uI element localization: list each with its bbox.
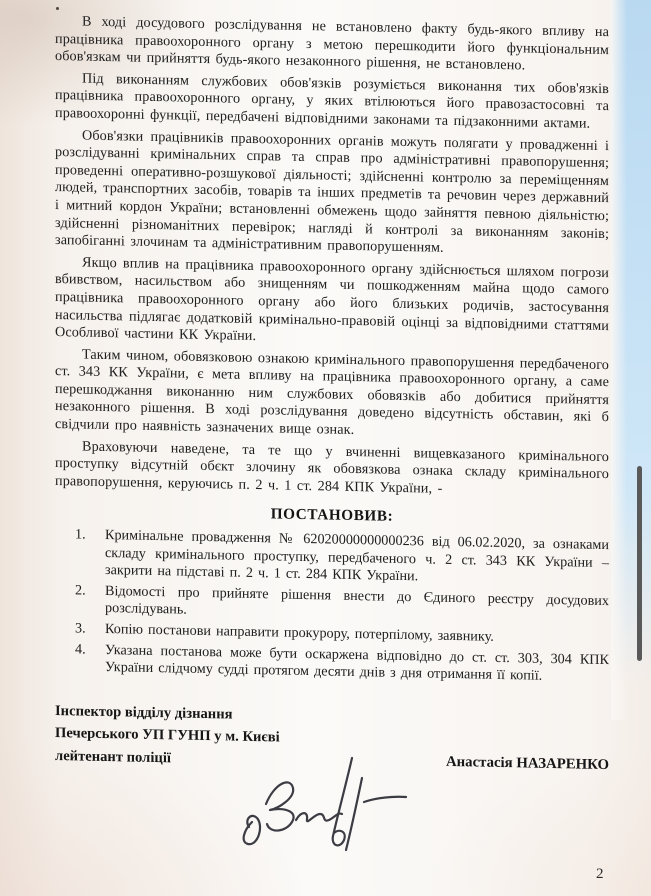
paragraph: Обов'язки працівників правоохоронних органів можуть полягати у провадженні і розслідуванні кримінальних справ та справ про адміністративні правопорушення; проведенні оперативно-розшукової діяльності; здійсненні контролю за переміщенням людей, транспортних засобів, товарів та інших предметів та речовин через державний і митний кордон України; встановленні обмежень щодо зайняття певною діяльністю; здійсненні різноманітних перевірок; нагляді й контролі за виконанням законів; запобіганні злочинам та адміністративним правопорушенням. [55,127,609,256]
item-text: Указана постанова може бути оскаржена відповідно до ст. ст. 303, 304 КПК України слідчому судді протягом десяти днів з дня отримання її копії. [105,641,609,684]
item-text: Копію постанови направити прокурору, потерпілому, заявнику. [105,621,494,645]
paragraph: Враховуючи наведене, та те що у вчиненні вищевказаного кримінального проступку відсутній обєкт злочину як обовязкова ознака складу кримінального правопорушення, керуючись п. 2 ч. 1 ст. 284 КПК України, - [55,438,609,497]
resolution-item [55,641,609,687]
resolution-heading: ПОСТАНОВИВ: [270,505,394,526]
officer-title [55,700,280,772]
page-number: 2 [596,866,604,882]
item-number: 4. [75,640,86,658]
officer-title-line: Печерського УП ГУНП у м. Києві [55,725,280,746]
paragraph: Під виконанням службових обов'язків розуміється виконання тих обов'язків працівника правоохоронного органу, у яких втілюються його правозастосовні та правоохоронні функції, передбачені відповідними законами та підзаконними актами. [55,70,609,132]
signature-block [55,700,609,778]
paragraph: В ході досудового розслідування не встановлено факту будь-якого впливу на працівника правоохоронного органу з метою перешкодити його функціональним обов'язкам чи прийняття будь-якого незаконного рішення, не встановлено. [55,13,609,74]
officer-title-line: лейтенант поліції [55,747,171,766]
scrollbar-thumb[interactable] [637,466,642,661]
signer-name: Анастасія НАЗАРЕНКО [445,754,609,774]
photo-background-blue-strip [611,0,651,720]
document-body [55,13,609,778]
paragraph: Якщо вплив на працівника правоохоронного органу здійснюється шляхом погрози вбивством, насильством або знищенням чи пошкодженням майна щодо самого працівника правоохоронного органу або його близьких родичів, застосування насильства підлягає додатковій кримінально-правовій оцінці за відповідними статтями Особливої частини КК України. [55,254,609,345]
resolution-list [55,526,609,687]
resolution-item [55,526,609,590]
item-text: Кримінальне провадження № 62020000000000236 від 06.02.2020, за ознаками складу кримінального проступку, передбаченого ч. 2 ст. 343 КК України – закрити на підставі п. 2 ч. 1 ст. 284 КПК України. [105,527,609,585]
officer-title-line: Інспектор відділу дізнання [55,702,233,723]
item-number: 3. [75,620,86,637]
paragraph: Таким чином, обовязковою ознакою кримінального правопорушення передбаченого ст. 343 КК України, є мета впливу на працівника правоохоронного органу, а саме перешкоджання виконанню ним службових обовязків або добитися прийняття незаконного рішення. В ході розслідування доведено відсутність обставин, які б свідчили про наявність зазначених вище ознак. [55,346,609,439]
item-number: 2. [75,582,86,599]
ink-speck [56,7,59,10]
item-number: 1. [75,526,86,543]
item-text: Відомості про прийняте рішення внести до Єдиного реєстру досудових розслідувань. [105,582,609,619]
